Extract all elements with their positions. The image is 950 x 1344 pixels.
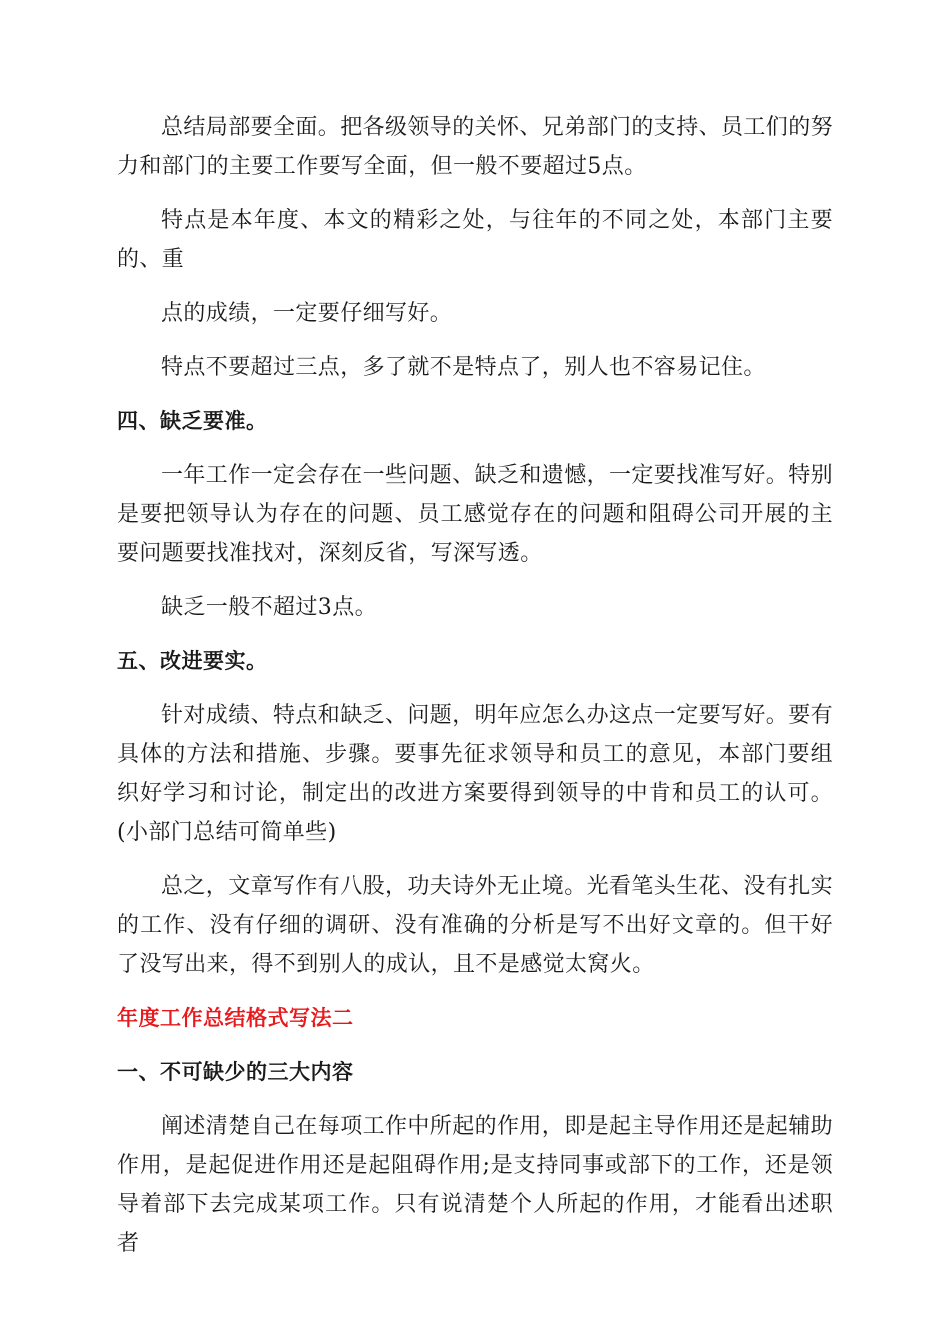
paragraph-conclusion: 总之，文章写作有八股，功夫诗外无止境。光看笔头生花、没有扎实的工作、没有仔细的调研、没有准确的分析是写不出好文章的。但干好了没写出来，得不到别人的成认，且不是感觉太窝火。 [117, 874, 834, 977]
heading-improvement: 五、改进要实。 [117, 649, 268, 673]
document-page [117, 108, 833, 1278]
paragraph-improvement: 针对成绩、特点和缺乏、问题，明年应怎么办这点一定要写好。要有具体的方法和措施、步骤。要事先征求领导和员工的意见，本部门要组织好学习和讨论，制定出的改进方案要得到领导的中肯和员工的认可。(小部门总结可简单些) [117, 703, 834, 845]
paragraph-features-limit: 特点不要超过三点，多了就不是特点了，别人也不容易记住。 [161, 355, 766, 380]
paragraph-role-description: 阐述清楚自己在每项工作中所起的作用，即是起主导作用还是起辅助作用，是起促进作用还是起阻碍作用;是支持同事或部下的工作，还是领导着部下去完成某项工作。只有说清楚个人所起的作用，才能看出述职者 [117, 1114, 834, 1256]
section-title-format-two: 年度工作总结格式写法二 [117, 1006, 354, 1030]
paragraph-shortcomings: 一年工作一定会存在一些问题、缺乏和遗憾，一定要找准写好。特别是要把领导认为存在的问题、员工感觉存在的问题和阻碍公司开展的主要问题要找准找对，深刻反省，写深写透。 [117, 463, 834, 566]
heading-three-contents: 一、不可缺少的三大内容 [117, 1060, 354, 1084]
paragraph-shortcomings-limit: 缺乏一般不超过3点。 [161, 595, 377, 620]
paragraph-features-1: 特点是本年度、本文的精彩之处，与往年的不同之处，本部门主要的、重 [117, 208, 833, 272]
heading-shortcomings: 四、缺乏要准。 [117, 409, 268, 433]
paragraph-summary-scope: 总结局部要全面。把各级领导的关怀、兄弟部门的支持、员工们的努力和部门的主要工作要写全面，但一般不要超过5点。 [117, 115, 834, 179]
paragraph-features-2: 点的成绩，一定要仔细写好。 [161, 301, 453, 326]
